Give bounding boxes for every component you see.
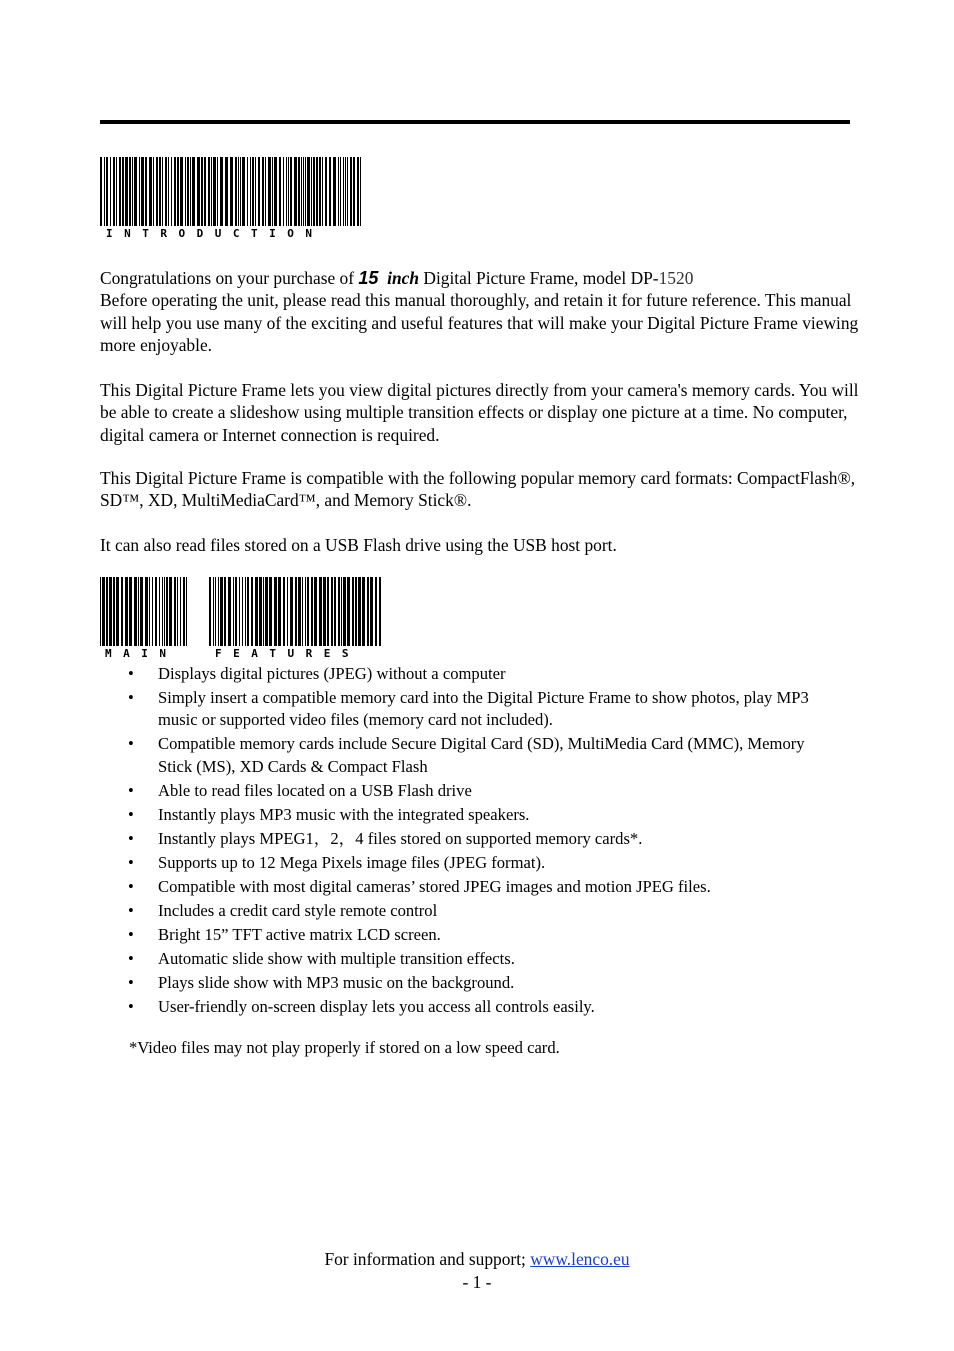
barcode-bar: [353, 157, 355, 226]
barcode-bar: [255, 577, 258, 646]
barcode-bar: [327, 577, 329, 646]
barcode-bar: [187, 157, 189, 226]
bullet-icon: •: [128, 996, 134, 1016]
barcode-bar: [347, 577, 350, 646]
barcode-bar: [350, 157, 352, 226]
barcode-bar: [224, 577, 226, 646]
barcode-bar: [192, 157, 195, 226]
barcode-bar: [322, 157, 323, 226]
list-item: [100, 948, 820, 970]
barcode-bar: [122, 157, 124, 226]
barcode-bar: [265, 577, 268, 646]
barcode-bar: [213, 577, 214, 646]
barcode-bar: [242, 577, 243, 646]
bullet-icon: •: [128, 852, 134, 872]
barcode-bar: [238, 157, 239, 226]
feature-text: Bright 15” TFT active matrix LCD screen.: [158, 924, 441, 944]
bullet-icon: •: [128, 664, 134, 683]
barcode-bar: [298, 157, 300, 226]
page-number: - 1 -: [462, 1272, 492, 1292]
support-link[interactable]: www.lenco.eu: [530, 1249, 630, 1269]
barcode-bar: [171, 157, 172, 226]
barcode-bar: [283, 157, 284, 226]
barcode-bar: [168, 157, 169, 226]
barcode-bar: [217, 157, 218, 226]
features-heading-text: FEATURES: [215, 647, 360, 660]
barcode-bar: [235, 157, 237, 226]
barcode-bar: [225, 157, 228, 226]
barcode-bar: [311, 577, 313, 646]
barcode-bar: [149, 157, 152, 226]
barcode-bar: [125, 157, 128, 226]
main-heading-text: MAIN: [105, 647, 178, 660]
barcode-bar: [201, 157, 203, 226]
intro-text: Digital Picture Frame, model DP-: [419, 268, 659, 288]
barcode-bar: [343, 577, 346, 646]
barcode-bar: [218, 577, 219, 646]
barcode-bar: [305, 577, 306, 646]
barcode-bar: [166, 577, 168, 646]
barcode-bar: [129, 157, 131, 226]
barcode-bar: [153, 157, 154, 226]
list-item: [100, 733, 820, 778]
barcode-bar: [169, 577, 172, 646]
barcode-bar: [145, 157, 147, 226]
introduction-heading: [100, 157, 362, 240]
barcode-bar: [357, 157, 359, 226]
barcode-bar: [100, 577, 101, 646]
barcode-bar: [106, 157, 108, 226]
barcode-bar: [165, 157, 167, 226]
bullet-icon: •: [128, 780, 134, 800]
list-item: [100, 687, 820, 732]
barcode-bar: [288, 157, 289, 226]
barcode-bar: [352, 577, 354, 646]
barcode-bar: [113, 577, 115, 646]
barcode-bar: [155, 577, 157, 646]
barcode-bar: [358, 577, 361, 646]
barcode-bar: [228, 577, 231, 646]
barcode-bar: [269, 577, 272, 646]
barcode-bar: [307, 157, 310, 226]
barcode-bar: [294, 157, 297, 226]
feature-text: Simply insert a compatible memory card into the Digital Picture Frame to show photos, play MP3 music or supported video files (memory card not included).: [158, 688, 809, 730]
barcode-bar: [305, 157, 306, 226]
bullet-icon: •: [128, 972, 134, 992]
barcode-bar: [340, 157, 341, 226]
barcode-bar: [323, 577, 326, 646]
list-item: [100, 852, 820, 874]
barcode-bar: [235, 577, 237, 646]
barcode-bar: [302, 577, 303, 646]
main-heading: [100, 577, 187, 660]
barcode-bar: [251, 577, 253, 646]
barcode-bar: [286, 157, 287, 226]
barcode-bar: [134, 577, 137, 646]
barcode-bar: [233, 577, 234, 646]
barcode-bar: [138, 577, 139, 646]
barcode-bar: [274, 157, 277, 226]
barcode-bar: [134, 157, 137, 226]
barcode-bar: [106, 577, 108, 646]
barcode-bar: [367, 577, 369, 646]
barcode-bar: [159, 577, 160, 646]
barcode-bar: [213, 157, 216, 226]
barcode-bar: [110, 157, 111, 226]
feature-text: Instantly plays MPEG1，2，4 files stored on supported memory cards*.: [158, 828, 643, 848]
barcode-bar: [177, 577, 178, 646]
barcode-bar: [259, 577, 262, 646]
list-item: [100, 804, 820, 826]
introduction-heading-text: INTRODUCTION: [106, 227, 324, 240]
barcode-bar: [141, 157, 144, 226]
barcode-bar: [208, 157, 210, 226]
barcode-bar: [265, 157, 266, 226]
barcode-bar: [204, 157, 206, 226]
barcode-bar: [121, 577, 123, 646]
barcode-bar: [338, 577, 340, 646]
barcode-bar: [145, 577, 148, 646]
barcode-bar: [274, 577, 277, 646]
intro-paragraph-3: This Digital Picture Frame is compatible with the following popular memory card formats: CompactFlash®, SD™, XD, MultiMediaCard™, and Memory Stick®.: [100, 468, 856, 511]
feature-text: Compatible with most digital cameras’ stored JPEG images and motion JPEG files.: [158, 876, 711, 896]
barcode-bar: [314, 577, 317, 646]
barcode-bar: [272, 157, 273, 226]
barcode-bar: [290, 157, 292, 226]
barcode-bar: [164, 577, 165, 646]
barcode-bar: [197, 157, 200, 226]
barcode-bar: [119, 157, 121, 226]
feature-text: Plays slide show with MP3 music on the background.: [158, 972, 515, 992]
barcode-bar: [215, 577, 216, 646]
barcode-bar: [250, 157, 251, 226]
intro-paragraph-2: This Digital Picture Frame lets you view digital pictures directly from your camera's memory cards. You will be able to create a slideshow using multiple transition effects or display one picture at a time. No computer, digital camera or Internet connection is required.: [100, 380, 859, 445]
barcode-bar: [325, 157, 327, 226]
barcode-bar: [240, 157, 241, 226]
barcode-bar: [290, 577, 293, 646]
features-barcode-graphic: [209, 577, 383, 646]
barcode-bar: [190, 157, 191, 226]
barcode-bar: [307, 577, 309, 646]
intro-text: Before operating the unit, please read this manual thoroughly, and retain it for future reference. This manual will help you use many of the exciting and useful features that will make your Digital Picture Frame viewing more enjoyable.: [100, 290, 859, 356]
list-item: [100, 876, 820, 898]
barcode-bar: [185, 157, 186, 226]
screen-size-unit: inch: [387, 268, 420, 288]
barcode-bar: [319, 577, 322, 646]
bullet-icon: •: [128, 828, 134, 848]
intro-text: Congratulations on your purchase of: [100, 268, 359, 288]
barcode-bar: [230, 157, 233, 226]
barcode-bar: [258, 157, 260, 226]
features-heading: [209, 577, 383, 660]
barcode-bar: [220, 577, 223, 646]
barcode-bar: [156, 157, 158, 226]
barcode-bar: [278, 577, 281, 646]
barcode-bar: [162, 157, 163, 226]
main-barcode-graphic: [100, 577, 187, 646]
barcode-bar: [279, 157, 281, 226]
barcode-bar: [116, 577, 119, 646]
barcode-bar: [186, 577, 187, 646]
barcode-bar: [313, 157, 315, 226]
list-item: [100, 996, 820, 1018]
barcode-bar: [174, 577, 176, 646]
barcode-bar: [379, 577, 381, 646]
barcode-bar: [370, 577, 373, 646]
bullet-icon: •: [128, 734, 134, 754]
barcode-bar: [177, 157, 179, 226]
barcode-bar: [343, 157, 344, 226]
barcode-bar: [283, 577, 285, 646]
barcode-bar: [183, 577, 185, 646]
feature-text: Displays digital pictures (JPEG) without a computer: [158, 664, 506, 683]
support-footer: [0, 1248, 954, 1270]
barcode-bar: [375, 577, 377, 646]
list-item: [100, 972, 820, 994]
barcode-bar: [334, 577, 336, 646]
feature-text: Supports up to 12 Mega Pixels image files (JPEG format).: [158, 852, 546, 872]
features-list: [100, 663, 820, 1020]
barcode-bar: [301, 157, 302, 226]
barcode-bar: [303, 157, 304, 226]
list-item: [100, 924, 820, 946]
barcode-bar: [140, 577, 143, 646]
bullet-icon: •: [128, 804, 134, 824]
barcode-bar: [268, 157, 271, 226]
barcode-bar: [287, 577, 288, 646]
barcode-bar: [180, 577, 181, 646]
support-text: For information and support;: [324, 1249, 531, 1269]
barcode-bar: [102, 577, 105, 646]
barcode-bar: [247, 157, 248, 226]
bullet-icon: •: [128, 688, 134, 707]
screen-size: 15: [358, 268, 379, 288]
barcode-bar: [316, 157, 318, 226]
barcode-bar: [159, 157, 161, 226]
barcode-bar: [162, 577, 163, 646]
bullet-icon: •: [128, 876, 134, 896]
barcode-bar: [104, 157, 105, 226]
barcode-bar: [211, 157, 212, 226]
feature-text: Automatic slide show with multiple transition effects.: [158, 948, 515, 968]
barcode-bar: [333, 157, 336, 226]
top-rule: [100, 120, 850, 124]
barcode-bar: [295, 577, 297, 646]
feature-text: Able to read files located on a USB Flash drive: [158, 780, 472, 800]
barcode-bar: [174, 157, 176, 226]
model-number: 1520: [658, 268, 694, 288]
list-item: [100, 780, 820, 802]
barcode-bar: [319, 157, 321, 226]
barcode-bar: [252, 157, 254, 226]
barcode-bar: [116, 157, 117, 226]
intro-paragraph-1: [100, 267, 860, 357]
barcode-bar: [347, 157, 348, 226]
barcode-bar: [109, 577, 112, 646]
list-item: [100, 663, 820, 685]
list-item: [100, 900, 820, 922]
barcode-bar: [100, 157, 102, 226]
feature-text: Includes a credit card style remote control: [158, 900, 438, 920]
barcode-bar: [209, 577, 211, 646]
feature-text: Compatible memory cards include Secure Digital Card (SD), MultiMedia Card (MMC), Memory Stick (MS), XD Cards & Compact Flash: [158, 734, 805, 776]
barcode-bar: [255, 157, 256, 226]
barcode-bar: [331, 577, 333, 646]
barcode-bar: [113, 157, 115, 226]
barcode-bar: [125, 577, 128, 646]
intro-paragraph-4: It can also read files stored on a USB Flash drive using the USB host port.: [100, 535, 617, 555]
barcode-bar: [360, 157, 361, 226]
bullet-icon: •: [128, 900, 134, 920]
barcode-bar: [341, 577, 342, 646]
bullet-icon: •: [128, 924, 134, 944]
barcode-bar: [129, 577, 132, 646]
list-item: [100, 828, 820, 850]
barcode-bar: [298, 577, 301, 646]
barcode-bar: [245, 577, 246, 646]
barcode-bar: [247, 577, 249, 646]
barcode-bar: [149, 577, 150, 646]
barcode-bar: [338, 157, 339, 226]
barcode-bar: [362, 577, 365, 646]
barcode-bar: [152, 577, 153, 646]
feature-text: Instantly plays MP3 music with the integrated speakers.: [158, 804, 530, 824]
barcode-bar: [139, 157, 140, 226]
barcode-bar: [220, 157, 223, 226]
barcode-bar: [242, 157, 245, 226]
introduction-barcode-graphic: [100, 157, 362, 226]
barcode-bar: [132, 157, 133, 226]
barcode-bar: [262, 157, 264, 226]
bullet-icon: •: [128, 948, 134, 968]
barcode-bar: [263, 577, 264, 646]
barcode-bar: [311, 157, 312, 226]
barcode-bar: [355, 577, 357, 646]
feature-text: User-friendly on-screen display lets you access all controls easily.: [158, 996, 595, 1016]
barcode-bar: [239, 577, 240, 646]
barcode-bar: [180, 157, 183, 226]
barcode-bar: [345, 157, 346, 226]
barcode-bar: [329, 157, 331, 226]
video-footnote: *Video files may not play properly if stored on a low speed card.: [129, 1038, 560, 1057]
